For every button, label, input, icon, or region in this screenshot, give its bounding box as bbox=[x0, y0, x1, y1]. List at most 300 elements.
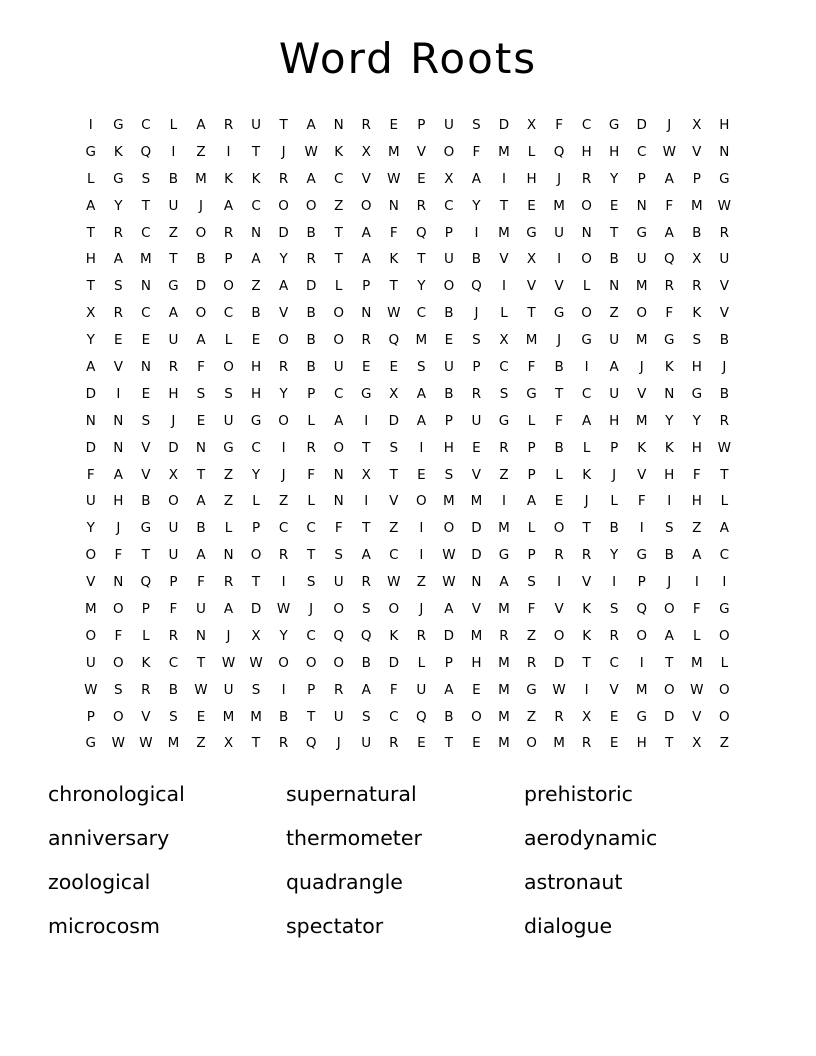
grid-letter: R bbox=[168, 359, 179, 376]
grid-letter: O bbox=[471, 708, 482, 725]
grid-letter: R bbox=[223, 117, 234, 133]
grid-letter: S bbox=[361, 601, 371, 618]
grid-letter: S bbox=[306, 574, 316, 591]
grid-letter: M bbox=[498, 143, 510, 160]
grid-letter: K bbox=[334, 143, 344, 160]
grid-letter: M bbox=[470, 493, 483, 510]
grid-letter: T bbox=[665, 654, 674, 671]
word-list-item: aerodynamic bbox=[524, 826, 658, 850]
grid-letter: Z bbox=[719, 735, 729, 752]
grid-letter: O bbox=[278, 332, 289, 349]
grid-letter: S bbox=[499, 385, 509, 402]
grid-letter: F bbox=[555, 412, 563, 429]
grid-letter: N bbox=[140, 359, 151, 376]
grid-letter: O bbox=[113, 601, 124, 618]
grid-letter: O bbox=[195, 224, 207, 241]
grid-letter: P bbox=[692, 170, 701, 187]
grid-letter: I bbox=[281, 439, 286, 456]
grid-letter: G bbox=[526, 224, 537, 241]
grid-letter: I bbox=[281, 681, 286, 698]
grid-letter: R bbox=[389, 735, 399, 752]
grid-letter: O bbox=[333, 654, 345, 671]
grid-letter: R bbox=[168, 627, 179, 644]
grid-letter: H bbox=[471, 654, 482, 671]
grid-letter: X bbox=[223, 735, 234, 752]
grid-letter: Y bbox=[279, 385, 288, 402]
grid-letter: R bbox=[361, 332, 371, 349]
grid-letter: U bbox=[168, 520, 179, 537]
grid-letter: A bbox=[86, 359, 96, 376]
grid-letter: W bbox=[194, 681, 208, 698]
grid-letter: D bbox=[278, 224, 289, 241]
grid-letter: V bbox=[389, 493, 399, 510]
grid-letter: A bbox=[581, 412, 592, 429]
grid-letter: V bbox=[113, 359, 123, 376]
grid-letter: X bbox=[692, 117, 702, 133]
grid-letter: H bbox=[85, 251, 96, 268]
grid-letter: G bbox=[113, 117, 124, 133]
grid-letter: Y bbox=[610, 547, 619, 564]
grid-letter: L bbox=[527, 143, 536, 160]
grid-row bbox=[77, 273, 739, 300]
grid-row bbox=[77, 515, 739, 542]
grid-letter: G bbox=[636, 224, 647, 241]
grid-letter: T bbox=[610, 224, 619, 241]
grid-letter: E bbox=[472, 735, 481, 752]
grid-letter: E bbox=[389, 359, 399, 376]
grid-letter: K bbox=[637, 439, 647, 456]
grid-letter: P bbox=[307, 385, 316, 402]
grid-letter: U bbox=[85, 654, 96, 671]
grid-letter: J bbox=[639, 359, 644, 376]
grid-letter: N bbox=[113, 439, 124, 456]
grid-letter: I bbox=[501, 170, 506, 187]
grid-letter: S bbox=[664, 520, 674, 537]
grid-letter: N bbox=[223, 547, 234, 564]
grid-letter: M bbox=[690, 197, 703, 214]
wordsearch-grid bbox=[77, 112, 739, 757]
grid-letter: Z bbox=[196, 735, 206, 752]
grid-letter: Z bbox=[334, 197, 344, 214]
grid-letter: O bbox=[636, 305, 648, 322]
grid-letter: N bbox=[113, 412, 124, 429]
grid-letter: L bbox=[87, 170, 95, 187]
grid-letter: U bbox=[168, 197, 179, 214]
grid-letter: T bbox=[417, 251, 426, 268]
grid-letter: E bbox=[417, 735, 426, 752]
grid-letter: T bbox=[389, 466, 398, 483]
grid-letter: L bbox=[582, 278, 591, 295]
grid-letter: A bbox=[278, 278, 289, 295]
grid-letter: O bbox=[333, 439, 345, 456]
grid-letter: E bbox=[472, 439, 481, 456]
grid-letter: R bbox=[609, 627, 619, 644]
grid-letter: M bbox=[470, 627, 483, 644]
grid-letter: Q bbox=[471, 278, 482, 295]
grid-letter: X bbox=[692, 251, 702, 268]
grid-letter: H bbox=[250, 385, 262, 402]
word-list bbox=[48, 772, 762, 948]
grid-letter: Z bbox=[168, 224, 179, 241]
grid-letter: W bbox=[276, 601, 291, 618]
grid-letter: E bbox=[114, 332, 123, 349]
grid-letter: P bbox=[444, 412, 453, 429]
grid-letter: Y bbox=[114, 197, 123, 214]
grid-letter: K bbox=[389, 251, 399, 268]
grid-letter: D bbox=[85, 385, 96, 402]
grid-letter: F bbox=[665, 305, 674, 322]
grid-letter: D bbox=[388, 412, 399, 429]
grid-letter: V bbox=[141, 708, 151, 725]
grid-letter: I bbox=[639, 654, 644, 671]
grid-letter: I bbox=[116, 385, 121, 402]
grid-letter: M bbox=[498, 520, 510, 537]
grid-letter: W bbox=[662, 143, 676, 160]
grid-letter: E bbox=[609, 708, 619, 725]
grid-letter: A bbox=[416, 412, 426, 429]
grid-letter: T bbox=[196, 654, 206, 671]
grid-letter: J bbox=[309, 601, 314, 618]
grid-letter: I bbox=[88, 117, 93, 133]
grid-row bbox=[77, 596, 739, 623]
grid-letter: V bbox=[554, 278, 564, 295]
grid-letter: Z bbox=[223, 466, 234, 483]
grid-letter: G bbox=[498, 412, 510, 429]
grid-letter: K bbox=[692, 305, 702, 322]
grid-letter: R bbox=[471, 385, 482, 402]
grid-letter: L bbox=[582, 439, 591, 456]
grid-letter: C bbox=[333, 170, 344, 187]
grid-letter: L bbox=[527, 520, 536, 537]
grid-letter: L bbox=[307, 412, 315, 429]
grid-letter: C bbox=[306, 520, 316, 537]
grid-letter: N bbox=[195, 627, 207, 644]
grid-letter: O bbox=[553, 520, 565, 537]
grid-letter: P bbox=[444, 224, 453, 241]
grid-letter: U bbox=[609, 332, 620, 349]
grid-letter: C bbox=[251, 197, 261, 214]
grid-row bbox=[77, 677, 739, 704]
grid-letter: O bbox=[581, 251, 592, 268]
grid-letter: W bbox=[249, 654, 263, 671]
grid-letter: S bbox=[609, 601, 619, 618]
grid-letter: A bbox=[361, 547, 371, 564]
grid-letter: P bbox=[169, 574, 178, 591]
grid-letter: T bbox=[251, 143, 261, 160]
grid-letter: Z bbox=[223, 493, 234, 510]
grid-letter: M bbox=[635, 278, 648, 295]
grid-letter: S bbox=[141, 170, 151, 187]
grid-letter: B bbox=[168, 170, 179, 187]
grid-letter: A bbox=[664, 224, 674, 241]
grid-letter: J bbox=[557, 170, 562, 187]
grid-letter: E bbox=[472, 681, 481, 698]
grid-letter: A bbox=[113, 466, 123, 483]
grid-letter: G bbox=[719, 601, 730, 618]
grid-letter: Q bbox=[553, 143, 565, 160]
grid-letter: R bbox=[223, 224, 234, 241]
grid-letter: A bbox=[609, 359, 619, 376]
grid-letter: L bbox=[307, 493, 315, 510]
word-list-item: prehistoric bbox=[524, 782, 633, 806]
grid-letter: X bbox=[581, 708, 592, 725]
grid-letter: C bbox=[141, 224, 151, 241]
grid-letter: R bbox=[223, 574, 234, 591]
grid-letter: C bbox=[168, 654, 179, 671]
grid-letter: L bbox=[224, 332, 233, 349]
grid-letter: S bbox=[334, 547, 343, 564]
grid-letter: X bbox=[692, 735, 702, 752]
grid-letter: X bbox=[526, 251, 537, 268]
grid-row bbox=[77, 730, 739, 757]
grid-letter: A bbox=[526, 493, 537, 510]
grid-letter: E bbox=[417, 466, 426, 483]
grid-letter: M bbox=[635, 681, 648, 698]
grid-letter: C bbox=[444, 197, 454, 214]
grid-letter: A bbox=[719, 520, 729, 537]
grid-letter: O bbox=[526, 735, 537, 752]
grid-letter: N bbox=[251, 224, 262, 241]
grid-letter: C bbox=[609, 654, 619, 671]
grid-letter: W bbox=[387, 574, 401, 591]
grid-letter: F bbox=[692, 466, 701, 483]
grid-letter: A bbox=[113, 251, 123, 268]
grid-letter: S bbox=[251, 681, 261, 698]
grid-letter: F bbox=[555, 117, 563, 133]
grid-letter: I bbox=[474, 224, 479, 241]
grid-letter: T bbox=[86, 224, 95, 241]
grid-letter: J bbox=[474, 305, 479, 322]
grid-letter: B bbox=[306, 305, 316, 322]
grid-letter: R bbox=[554, 547, 564, 564]
grid-letter: A bbox=[334, 412, 344, 429]
grid-letter: D bbox=[195, 278, 207, 295]
grid-letter: B bbox=[306, 332, 316, 349]
grid-letter: H bbox=[526, 170, 537, 187]
grid-letter: O bbox=[719, 627, 730, 644]
grid-letter: L bbox=[527, 412, 536, 429]
grid-letter: C bbox=[141, 305, 151, 322]
grid-letter: C bbox=[141, 117, 151, 133]
word-list-column bbox=[48, 772, 286, 948]
grid-letter: F bbox=[527, 359, 536, 376]
grid-letter: W bbox=[387, 305, 401, 322]
grid-letter: R bbox=[141, 681, 151, 698]
grid-letter: E bbox=[361, 359, 371, 376]
grid-letter: J bbox=[171, 412, 176, 429]
grid-letter: I bbox=[501, 278, 506, 295]
grid-letter: A bbox=[223, 197, 234, 214]
grid-letter: R bbox=[361, 574, 371, 591]
grid-letter: T bbox=[527, 305, 536, 322]
grid-letter: F bbox=[665, 197, 674, 214]
grid-letter: V bbox=[86, 574, 96, 591]
grid-letter: I bbox=[364, 493, 369, 510]
grid-letter: F bbox=[692, 601, 701, 618]
grid-letter: X bbox=[499, 332, 509, 349]
grid-letter: X bbox=[444, 170, 454, 187]
grid-letter: U bbox=[471, 412, 482, 429]
grid-letter: C bbox=[333, 385, 344, 402]
grid-letter: P bbox=[417, 117, 426, 133]
grid-letter: S bbox=[224, 385, 233, 402]
grid-letter: A bbox=[86, 197, 96, 214]
grid-letter: R bbox=[361, 117, 371, 133]
grid-letter: A bbox=[168, 305, 179, 322]
grid-letter: P bbox=[527, 547, 536, 564]
grid-letter: G bbox=[691, 385, 703, 402]
grid-letter: K bbox=[113, 143, 123, 160]
grid-letter: A bbox=[471, 170, 482, 187]
grid-letter: A bbox=[499, 574, 509, 591]
grid-letter: I bbox=[501, 493, 506, 510]
grid-letter: Z bbox=[499, 466, 509, 483]
grid-letter: D bbox=[443, 627, 455, 644]
grid-letter: S bbox=[114, 278, 123, 295]
grid-letter: N bbox=[85, 412, 96, 429]
grid-letter: C bbox=[278, 520, 289, 537]
grid-letter: U bbox=[443, 117, 454, 133]
grid-letter: A bbox=[361, 251, 371, 268]
grid-letter: Y bbox=[86, 332, 95, 349]
grid-letter: U bbox=[554, 224, 565, 241]
grid-letter: M bbox=[498, 224, 510, 241]
grid-letter: U bbox=[416, 681, 427, 698]
grid-letter: B bbox=[719, 332, 729, 349]
grid-letter: C bbox=[389, 547, 399, 564]
grid-letter: N bbox=[636, 197, 647, 214]
grid-letter: I bbox=[557, 574, 562, 591]
grid-row bbox=[77, 623, 739, 650]
grid-letter: G bbox=[608, 117, 620, 133]
grid-letter: J bbox=[198, 197, 203, 214]
grid-letter: F bbox=[637, 493, 646, 510]
grid-letter: Y bbox=[279, 251, 288, 268]
grid-letter: Z bbox=[526, 627, 537, 644]
grid-letter: I bbox=[722, 574, 727, 591]
grid-letter: A bbox=[196, 547, 206, 564]
grid-letter: R bbox=[334, 681, 344, 698]
grid-letter: L bbox=[142, 627, 150, 644]
grid-letter: S bbox=[444, 466, 454, 483]
word-list-column bbox=[524, 772, 762, 948]
grid-letter: E bbox=[141, 332, 151, 349]
grid-letter: B bbox=[196, 251, 206, 268]
grid-letter: Y bbox=[665, 412, 674, 429]
grid-letter: E bbox=[417, 170, 426, 187]
grid-letter: B bbox=[444, 385, 454, 402]
grid-letter: R bbox=[664, 278, 674, 295]
grid-letter: Z bbox=[389, 520, 399, 537]
grid-letter: T bbox=[582, 520, 591, 537]
grid-letter: V bbox=[637, 385, 647, 402]
grid-letter: G bbox=[85, 735, 96, 752]
grid-letter: J bbox=[226, 627, 231, 644]
grid-letter: Q bbox=[636, 601, 648, 618]
grid-letter: J bbox=[667, 574, 672, 591]
grid-letter: O bbox=[443, 143, 455, 160]
grid-letter: R bbox=[499, 627, 509, 644]
grid-letter: N bbox=[361, 305, 372, 322]
grid-letter: W bbox=[387, 170, 401, 187]
grid-letter: W bbox=[84, 681, 98, 698]
grid-letter: Y bbox=[472, 197, 481, 214]
grid-letter: Y bbox=[610, 170, 619, 187]
grid-letter: C bbox=[389, 708, 399, 725]
grid-letter: F bbox=[169, 601, 178, 618]
grid-letter: A bbox=[196, 117, 206, 133]
grid-letter: L bbox=[417, 654, 426, 671]
grid-letter: S bbox=[361, 708, 371, 725]
grid-letter: O bbox=[360, 197, 372, 214]
grid-letter: V bbox=[278, 305, 289, 322]
grid-letter: U bbox=[223, 412, 234, 429]
grid-letter: A bbox=[361, 681, 371, 698]
grid-letter: P bbox=[527, 439, 536, 456]
grid-row bbox=[77, 435, 739, 462]
grid-letter: W bbox=[304, 143, 318, 160]
grid-letter: W bbox=[221, 654, 236, 671]
grid-letter: D bbox=[168, 439, 179, 456]
word-list-item: spectator bbox=[286, 914, 384, 938]
grid-letter: E bbox=[251, 332, 261, 349]
grid-letter: P bbox=[362, 278, 371, 295]
grid-letter: P bbox=[86, 708, 95, 725]
grid-letter: O bbox=[333, 305, 345, 322]
grid-letter: B bbox=[306, 359, 316, 376]
grid-letter: V bbox=[637, 466, 647, 483]
grid-letter: V bbox=[499, 251, 509, 268]
grid-letter: P bbox=[472, 359, 481, 376]
grid-letter: B bbox=[444, 305, 454, 322]
grid-letter: R bbox=[416, 627, 427, 644]
grid-letter: E bbox=[609, 197, 619, 214]
grid-row bbox=[77, 327, 739, 354]
grid-row bbox=[77, 193, 739, 220]
grid-letter: M bbox=[167, 735, 180, 752]
grid-letter: S bbox=[472, 332, 481, 349]
grid-letter: U bbox=[636, 251, 647, 268]
grid-letter: J bbox=[281, 466, 286, 483]
grid-row bbox=[77, 408, 739, 435]
grid-row bbox=[77, 166, 739, 193]
grid-letter: U bbox=[443, 359, 454, 376]
grid-letter: U bbox=[196, 601, 206, 618]
grid-letter: D bbox=[636, 117, 647, 133]
grid-letter: D bbox=[388, 654, 399, 671]
grid-letter: B bbox=[444, 708, 454, 725]
grid-letter: O bbox=[719, 708, 730, 725]
grid-letter: T bbox=[86, 278, 95, 295]
grid-letter: M bbox=[498, 735, 510, 752]
grid-letter: J bbox=[667, 117, 672, 133]
grid-letter: I bbox=[557, 251, 562, 268]
grid-letter: S bbox=[692, 332, 702, 349]
grid-letter: L bbox=[224, 520, 233, 537]
grid-letter: O bbox=[443, 278, 455, 295]
grid-letter: A bbox=[692, 547, 702, 564]
grid-letter: T bbox=[141, 197, 150, 214]
grid-letter: B bbox=[306, 224, 316, 241]
grid-letter: B bbox=[361, 654, 371, 671]
word-list-item: astronaut bbox=[524, 870, 623, 894]
grid-letter: D bbox=[553, 654, 565, 671]
grid-letter: E bbox=[444, 332, 454, 349]
grid-letter: G bbox=[168, 278, 179, 295]
grid-letter: S bbox=[169, 708, 178, 725]
grid-letter: D bbox=[85, 439, 96, 456]
grid-letter: B bbox=[278, 708, 289, 725]
